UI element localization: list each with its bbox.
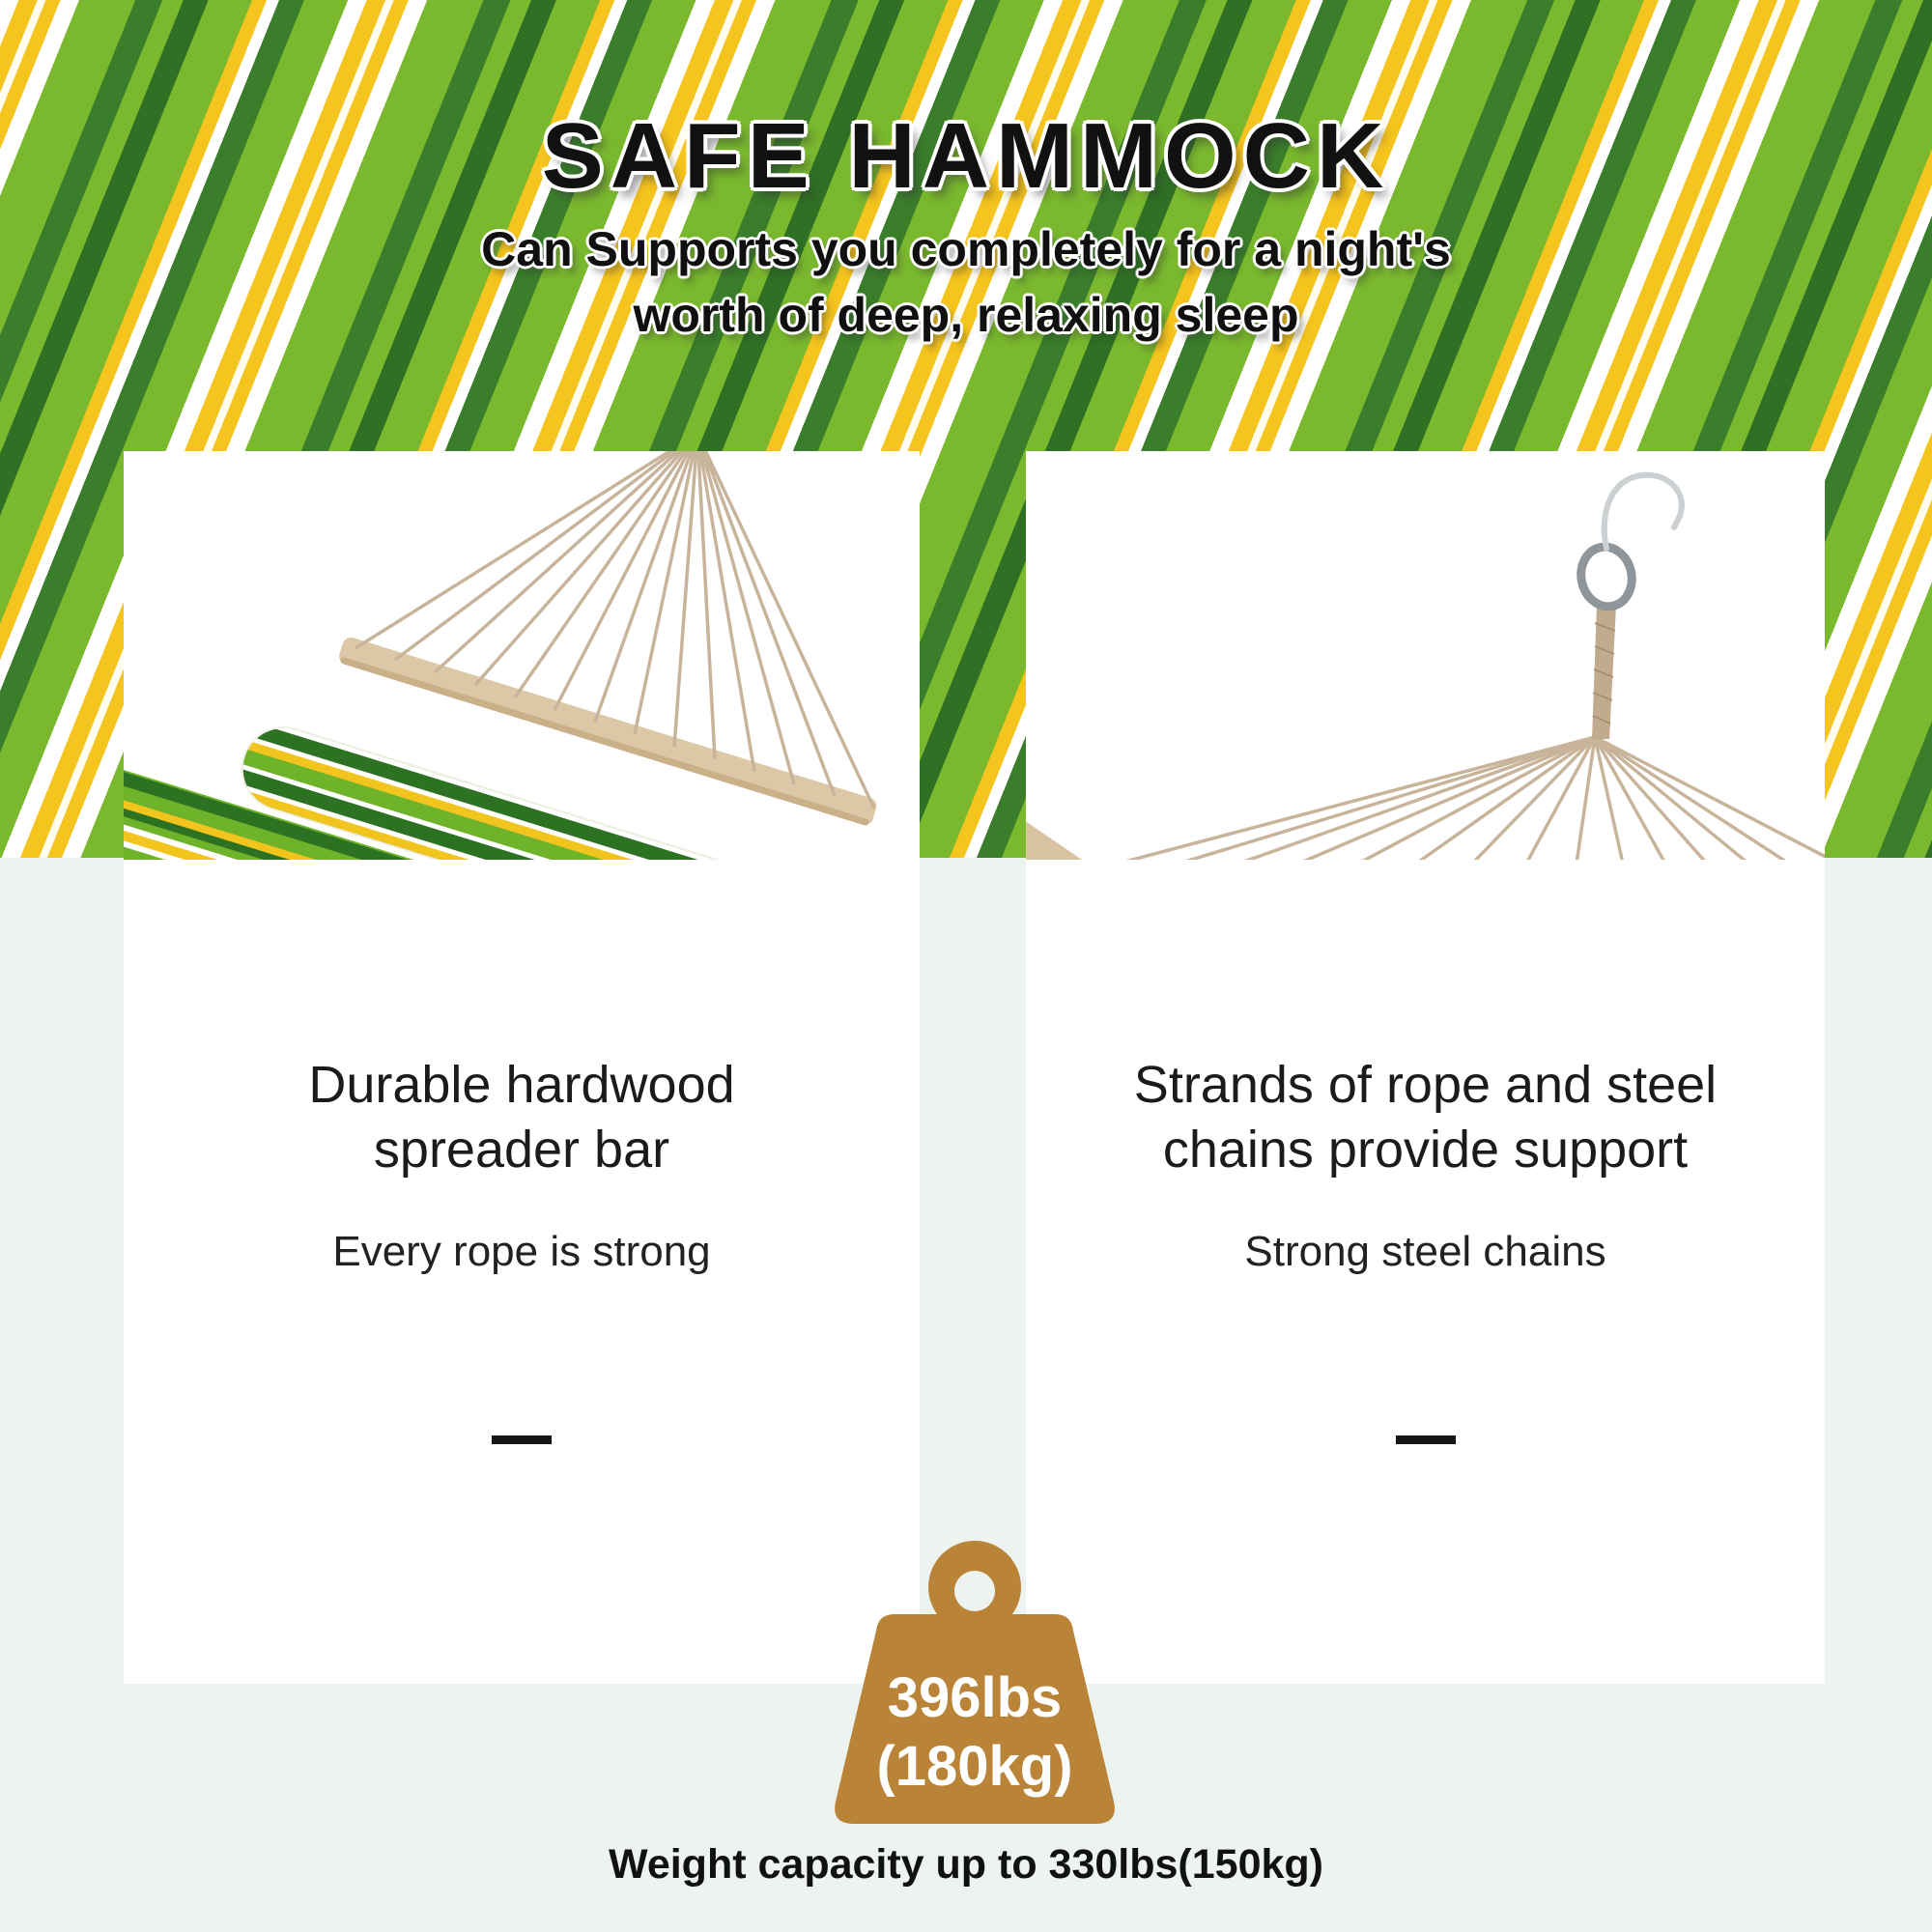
card-heading-line2: chains provide support [1162,1120,1689,1179]
card-subtext: Strong steel chains [1244,1228,1606,1275]
spreader-bar-photo [124,451,920,860]
spreader-bar-tip [1026,820,1088,860]
weight-value-lbs: 396lbs [887,1666,1063,1729]
weight-ring-hole [954,1571,995,1611]
rope-hook-photo [1026,451,1825,860]
page-title: SAFE HAMMOCK [541,104,1391,208]
rope-braid [1592,606,1616,739]
rope-fan [1118,737,1825,860]
spreader-bar-illustration [124,451,920,860]
card-heading-line1: Durable hardwood [308,1055,735,1114]
page-subtitle-line1: Can Supports you completely for a night's [481,222,1451,276]
s-hook-icon [1605,475,1682,549]
card-subtext: Every rope is strong [332,1228,711,1275]
page-subtitle-line2: worth of deep, relaxing sleep [633,288,1299,342]
card-heading [1026,1053,1825,1182]
divider-dash [1396,1435,1456,1444]
page-subtitle [0,216,1932,348]
weight-icon [819,1530,1130,1832]
rope-fan [355,451,874,809]
card-heading-line2: spreader bar [373,1120,670,1179]
feature-card-spreader-bar [124,451,920,1684]
weight-value-kg: (180kg) [876,1735,1073,1798]
metal-ring-icon [1576,542,1637,611]
card-heading [124,1053,920,1182]
rope-hook-illustration [1026,451,1825,860]
divider-dash [492,1435,552,1444]
weight-capacity-caption: Weight capacity up to 330lbs(150kg) [609,1841,1323,1888]
card-heading-line1: Strands of rope and steel [1133,1055,1718,1114]
feature-card-rope-chains [1026,451,1825,1684]
